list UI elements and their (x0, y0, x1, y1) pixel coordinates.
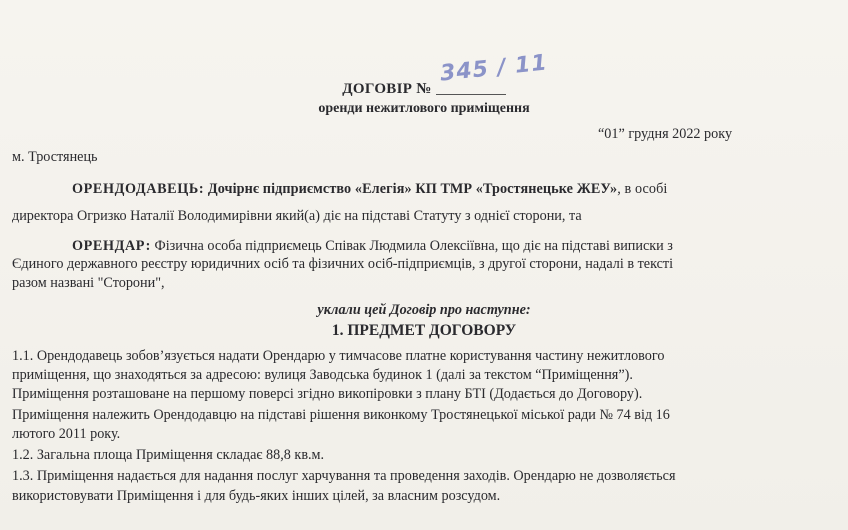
section-heading: 1. ПРЕДМЕТ ДОГОВОРУ (331, 322, 517, 339)
landlord-line-1-tail: , в особі (617, 181, 668, 197)
contract-number-handwritten: 345 / 11 (438, 50, 549, 87)
conclusion-text: уклали цей Договір про наступне: (317, 302, 531, 318)
contract-subtitle: оренди нежитлового приміщення (318, 101, 530, 116)
landlord-line-2: директора Огризко Наталії Володимирівни який(а) діє на підставі Статуту з однієї сторони, та (12, 208, 582, 224)
landlord-line-1 (72, 180, 667, 198)
section-line: 1.1. Орендодавець зобов’язується надати Орендарю у тимчасове платне користування частину нежитлового (12, 348, 665, 364)
contract-title-prefix: ДОГОВІР № (342, 81, 432, 97)
section-line: використовувати Приміщення і для будь-яких інших цілей, за власним розсудом. (12, 488, 501, 504)
tenant-line-2: Єдиного державного реєстру юридичних осіб та фізичних осіб-підприємців, з другої сторони, надалі в тексті (12, 256, 674, 272)
tenant-line-1-tail: Фізична особа підприємець Співак Людмила Олексіївна, що діє на підставі виписки з (154, 238, 673, 254)
section-line: Приміщення розташоване на першому поверсі згідно викопіровки з плану БТІ (Додається до Договору). (12, 386, 643, 402)
contract-number-field (436, 50, 549, 95)
tenant-line-1 (72, 237, 673, 255)
contract-city: м. Тростянець (12, 149, 98, 165)
section-line: приміщення, що знаходяться за адресою: вулиця Заводська будинок 1 (далі за текстом “Приміщення”). (12, 367, 633, 383)
contract-title (0, 50, 848, 98)
section-line: 1.2. Загальна площа Приміщення складає 88,8 кв.м. (12, 447, 325, 463)
section-line: Приміщення належить Орендодавцю на підставі рішення виконкому Тростянецької міської ради № 74 від 16 (12, 407, 670, 423)
landlord-label: ОРЕНДОДАВЕЦЬ: (72, 181, 205, 197)
section-line: 1.3. Приміщення надається для надання послуг харчування та проведення заходів. Орендарю не дозволяється (12, 468, 676, 484)
tenant-line-3: разом названі "Сторони", (12, 275, 165, 291)
landlord-name: Дочірнє підприємство «Елегія» КП ТМР «Тростянецьке ЖЕУ» (207, 181, 618, 197)
tenant-label: ОРЕНДАР: (72, 238, 151, 254)
contract-date: “01” грудня 2022 року (598, 126, 733, 142)
section-line: лютого 2011 року. (12, 426, 121, 442)
